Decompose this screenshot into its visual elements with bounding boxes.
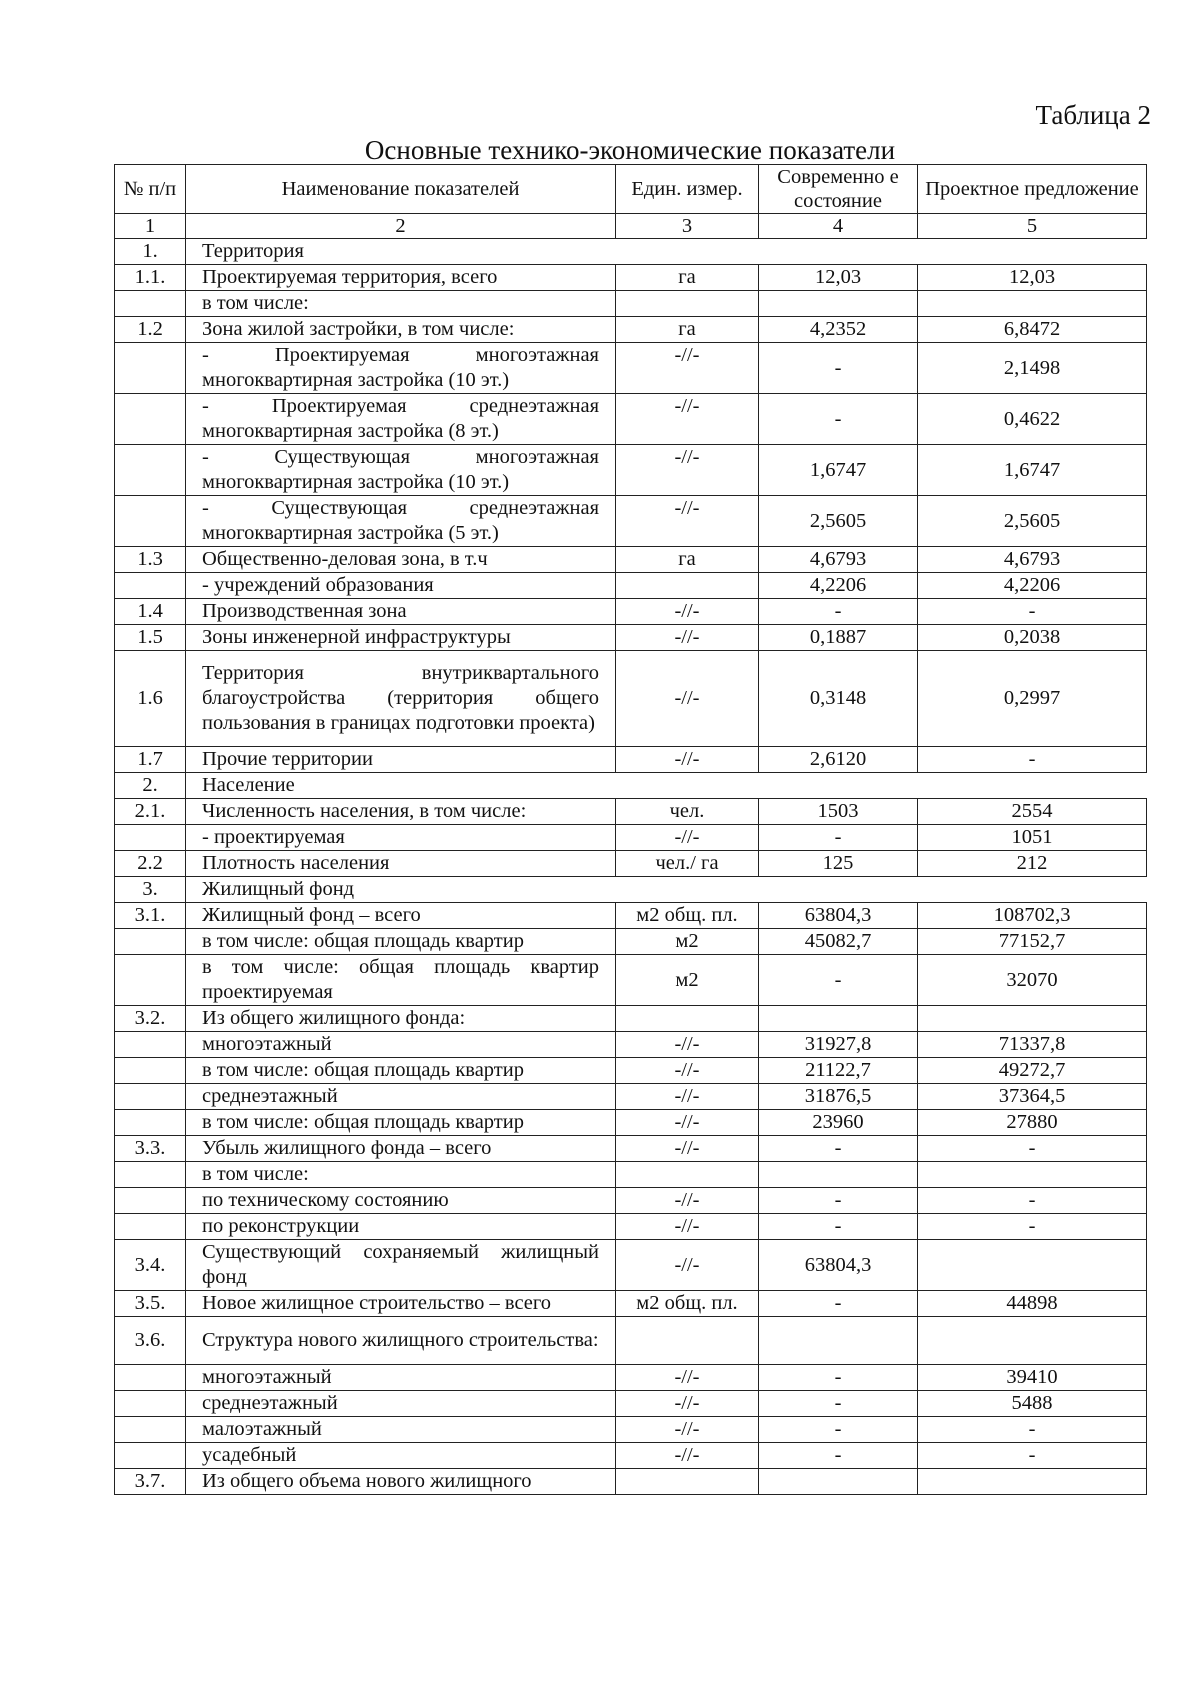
unit-cell xyxy=(616,291,759,317)
current-value: 1503 xyxy=(759,799,918,825)
row-number: 3.5. xyxy=(115,1291,186,1317)
unit-cell: м2 xyxy=(616,955,759,1006)
row-number: 2.1. xyxy=(115,799,186,825)
column-number: 4 xyxy=(759,214,918,239)
proposed-value: 71337,8 xyxy=(918,1032,1147,1058)
section-row xyxy=(115,877,1147,903)
indicator-name: Жилищный фонд – всего xyxy=(186,903,616,929)
table-row xyxy=(115,625,1147,651)
unit-cell xyxy=(616,573,759,599)
unit-cell: га xyxy=(616,547,759,573)
current-value: - xyxy=(759,1291,918,1317)
table-caption: Таблица 2 xyxy=(1035,100,1151,130)
proposed-value: 0,4622 xyxy=(918,394,1147,445)
row-number: 3. xyxy=(115,877,186,903)
proposed-value: 44898 xyxy=(918,1291,1147,1317)
current-value: 0,3148 xyxy=(759,651,918,747)
indicator-name: Убыль жилищного фонда – всего xyxy=(186,1136,616,1162)
unit-cell: -//- xyxy=(616,1058,759,1084)
table-row xyxy=(115,445,1147,496)
row-number: 3.2. xyxy=(115,1006,186,1032)
current-value: - xyxy=(759,1214,918,1240)
current-value: 0,1887 xyxy=(759,625,918,651)
header-number: № п/п xyxy=(115,165,186,214)
proposed-value: 108702,3 xyxy=(918,903,1147,929)
unit-cell: -//- xyxy=(616,825,759,851)
indicator-name: Из общего объема нового жилищного xyxy=(186,1469,616,1495)
header-name: Наименование показателей xyxy=(186,165,616,214)
indicator-name: Существующий сохраняемый жилищный фонд xyxy=(186,1240,616,1291)
column-number: 3 xyxy=(616,214,759,239)
proposed-value: 49272,7 xyxy=(918,1058,1147,1084)
unit-cell: -//- xyxy=(616,343,759,394)
row-number: 1.1. xyxy=(115,265,186,291)
indicator-name: - Проектируемая многоэтажная многоквартирная застройка (10 эт.) xyxy=(186,343,616,394)
proposed-value: 32070 xyxy=(918,955,1147,1006)
proposed-value: - xyxy=(918,1136,1147,1162)
table-row xyxy=(115,1162,1147,1188)
unit-cell: -//- xyxy=(616,599,759,625)
current-value: - xyxy=(759,1188,918,1214)
row-number: 3.3. xyxy=(115,1136,186,1162)
current-value xyxy=(759,1162,918,1188)
current-value: 63804,3 xyxy=(759,903,918,929)
row-number xyxy=(115,1391,186,1417)
row-number xyxy=(115,1365,186,1391)
row-number xyxy=(115,1110,186,1136)
table-row xyxy=(115,291,1147,317)
current-value xyxy=(759,291,918,317)
row-number xyxy=(115,445,186,496)
current-value: - xyxy=(759,394,918,445)
proposed-value: 39410 xyxy=(918,1365,1147,1391)
indicator-name: - Существующая многоэтажная многоквартирная застройка (10 эт.) xyxy=(186,445,616,496)
table-row xyxy=(115,1291,1147,1317)
proposed-value: 2554 xyxy=(918,799,1147,825)
unit-cell xyxy=(616,1317,759,1365)
current-value: - xyxy=(759,343,918,394)
unit-cell xyxy=(616,1162,759,1188)
row-number xyxy=(115,825,186,851)
unit-cell: -//- xyxy=(616,651,759,747)
table-row xyxy=(115,651,1147,747)
table-row xyxy=(115,747,1147,773)
table-row xyxy=(115,825,1147,851)
current-value: 2,5605 xyxy=(759,496,918,547)
current-value: - xyxy=(759,1391,918,1417)
current-value: 2,6120 xyxy=(759,747,918,773)
row-number xyxy=(115,1084,186,1110)
unit-cell: м2 общ. пл. xyxy=(616,1291,759,1317)
unit-cell: -//- xyxy=(616,496,759,547)
row-number xyxy=(115,343,186,394)
unit-cell: -//- xyxy=(616,1240,759,1291)
indicator-name: Территория внутриквартального благоустройства (территория общего пользования в границах подготовки проекта) xyxy=(186,651,616,747)
indicator-name: - Проектируемая среднеэтажная многоквартирная застройка (8 эт.) xyxy=(186,394,616,445)
proposed-value: 77152,7 xyxy=(918,929,1147,955)
table-row xyxy=(115,343,1147,394)
proposed-value: 6,8472 xyxy=(918,317,1147,343)
indicator-name: Зоны инженерной инфраструктуры xyxy=(186,625,616,651)
table-header-row xyxy=(115,165,1147,214)
unit-cell: -//- xyxy=(616,1214,759,1240)
row-number xyxy=(115,394,186,445)
section-title: Жилищный фонд xyxy=(186,877,1147,903)
table-row xyxy=(115,265,1147,291)
table-row xyxy=(115,317,1147,343)
table-row xyxy=(115,955,1147,1006)
table-row xyxy=(115,496,1147,547)
proposed-value: 2,1498 xyxy=(918,343,1147,394)
row-number: 3.1. xyxy=(115,903,186,929)
table-row xyxy=(115,1240,1147,1291)
current-value: 4,6793 xyxy=(759,547,918,573)
proposed-value: - xyxy=(918,1417,1147,1443)
row-number: 1.4 xyxy=(115,599,186,625)
document-title: Основные технико-экономические показатели xyxy=(364,135,896,165)
indicator-name: малоэтажный xyxy=(186,1417,616,1443)
indicator-name: по реконструкции xyxy=(186,1214,616,1240)
indicator-name: Плотность населения xyxy=(186,851,616,877)
table-row xyxy=(115,599,1147,625)
proposed-value: 37364,5 xyxy=(918,1084,1147,1110)
section-title: Территория xyxy=(186,239,1147,265)
column-number: 1 xyxy=(115,214,186,239)
indicator-name: в том числе: xyxy=(186,291,616,317)
indicator-name: среднеэтажный xyxy=(186,1084,616,1110)
unit-cell: -//- xyxy=(616,1188,759,1214)
current-value: 63804,3 xyxy=(759,1240,918,1291)
indicator-name: в том числе: xyxy=(186,1162,616,1188)
row-number xyxy=(115,1162,186,1188)
current-value: 4,2206 xyxy=(759,573,918,599)
indicator-name: Структура нового жилищного строительства: xyxy=(186,1317,616,1365)
unit-cell: га xyxy=(616,265,759,291)
unit-cell: -//- xyxy=(616,394,759,445)
row-number: 2. xyxy=(115,773,186,799)
unit-cell: -//- xyxy=(616,1365,759,1391)
unit-cell: -//- xyxy=(616,445,759,496)
row-number: 3.4. xyxy=(115,1240,186,1291)
header-unit: Един. измер. xyxy=(616,165,759,214)
proposed-value xyxy=(918,291,1147,317)
current-value: 12,03 xyxy=(759,265,918,291)
unit-cell: га xyxy=(616,317,759,343)
indicator-name: Прочие территории xyxy=(186,747,616,773)
proposed-value: 5488 xyxy=(918,1391,1147,1417)
row-number: 1.7 xyxy=(115,747,186,773)
row-number: 1.5 xyxy=(115,625,186,651)
unit-cell: -//- xyxy=(616,1084,759,1110)
row-number xyxy=(115,929,186,955)
current-value: - xyxy=(759,1136,918,1162)
table-row xyxy=(115,547,1147,573)
unit-cell: -//- xyxy=(616,1136,759,1162)
table-row xyxy=(115,1391,1147,1417)
table-row xyxy=(115,1136,1147,1162)
row-number: 3.7. xyxy=(115,1469,186,1495)
indicator-name: Новое жилищное строительство – всего xyxy=(186,1291,616,1317)
table-row xyxy=(115,1443,1147,1469)
row-number xyxy=(115,955,186,1006)
row-number: 2.2 xyxy=(115,851,186,877)
proposed-value: 0,2038 xyxy=(918,625,1147,651)
row-number xyxy=(115,1417,186,1443)
row-number: 1. xyxy=(115,239,186,265)
section-row xyxy=(115,773,1147,799)
current-value: - xyxy=(759,599,918,625)
row-number: 3.6. xyxy=(115,1317,186,1365)
table-row xyxy=(115,1084,1147,1110)
indicator-name: в том числе: общая площадь квартир xyxy=(186,929,616,955)
proposed-value: 212 xyxy=(918,851,1147,877)
table-row xyxy=(115,851,1147,877)
indicator-name: - проектируемая xyxy=(186,825,616,851)
indicator-name: Проектируемая территория, всего xyxy=(186,265,616,291)
proposed-value: - xyxy=(918,1214,1147,1240)
proposed-value xyxy=(918,1469,1147,1495)
indicator-name: Из общего жилищного фонда: xyxy=(186,1006,616,1032)
indicator-name: в том числе: общая площадь квартир xyxy=(186,1110,616,1136)
proposed-value xyxy=(918,1240,1147,1291)
unit-cell xyxy=(616,1469,759,1495)
unit-cell: -//- xyxy=(616,1417,759,1443)
proposed-value: 1051 xyxy=(918,825,1147,851)
row-number: 1.6 xyxy=(115,651,186,747)
unit-cell: -//- xyxy=(616,1110,759,1136)
proposed-value xyxy=(918,1006,1147,1032)
indicator-name: среднеэтажный xyxy=(186,1391,616,1417)
indicators-table xyxy=(114,164,1147,1495)
proposed-value: 2,5605 xyxy=(918,496,1147,547)
unit-cell: -//- xyxy=(616,1032,759,1058)
table-row xyxy=(115,1214,1147,1240)
header-current: Современно е состояние xyxy=(759,165,918,214)
proposed-value: 4,6793 xyxy=(918,547,1147,573)
indicator-name: многоэтажный xyxy=(186,1032,616,1058)
row-number xyxy=(115,1214,186,1240)
table-row xyxy=(115,1110,1147,1136)
proposed-value xyxy=(918,1317,1147,1365)
current-value: - xyxy=(759,825,918,851)
indicator-name: усадебный xyxy=(186,1443,616,1469)
unit-cell: чел. xyxy=(616,799,759,825)
row-number: 1.2 xyxy=(115,317,186,343)
indicator-name: Численность населения, в том числе: xyxy=(186,799,616,825)
proposed-value xyxy=(918,1162,1147,1188)
current-value: 31876,5 xyxy=(759,1084,918,1110)
unit-cell: чел./ га xyxy=(616,851,759,877)
row-number xyxy=(115,1188,186,1214)
row-number xyxy=(115,1443,186,1469)
unit-cell: м2 общ. пл. xyxy=(616,903,759,929)
proposed-value: - xyxy=(918,1443,1147,1469)
unit-cell: -//- xyxy=(616,1443,759,1469)
table-row xyxy=(115,929,1147,955)
table-body xyxy=(115,239,1147,1495)
unit-cell: -//- xyxy=(616,1391,759,1417)
proposed-value: - xyxy=(918,747,1147,773)
current-value: - xyxy=(759,955,918,1006)
section-title: Население xyxy=(186,773,1147,799)
table-row xyxy=(115,1188,1147,1214)
proposed-value: 27880 xyxy=(918,1110,1147,1136)
table-row xyxy=(115,903,1147,929)
current-value: 4,2352 xyxy=(759,317,918,343)
table-row xyxy=(115,573,1147,599)
current-value: 23960 xyxy=(759,1110,918,1136)
table-row xyxy=(115,799,1147,825)
proposed-value: - xyxy=(918,599,1147,625)
current-value: 21122,7 xyxy=(759,1058,918,1084)
column-number: 2 xyxy=(186,214,616,239)
section-row xyxy=(115,239,1147,265)
proposed-value: 12,03 xyxy=(918,265,1147,291)
indicator-name: в том числе: общая площадь квартир проектируемая xyxy=(186,955,616,1006)
table-row xyxy=(115,1469,1147,1495)
current-value: 45082,7 xyxy=(759,929,918,955)
indicator-name: - учреждений образования xyxy=(186,573,616,599)
current-value xyxy=(759,1469,918,1495)
indicator-name: Производственная зона xyxy=(186,599,616,625)
header-proposed: Проектное предложение xyxy=(918,165,1147,214)
row-number: 1.3 xyxy=(115,547,186,573)
current-value xyxy=(759,1006,918,1032)
indicator-name: - Существующая среднеэтажная многоквартирная застройка (5 эт.) xyxy=(186,496,616,547)
table-row xyxy=(115,1365,1147,1391)
indicator-name: Общественно-деловая зона, в т.ч xyxy=(186,547,616,573)
row-number xyxy=(115,573,186,599)
unit-cell: -//- xyxy=(616,747,759,773)
current-value: 125 xyxy=(759,851,918,877)
indicator-name: по техническому состоянию xyxy=(186,1188,616,1214)
current-value: 1,6747 xyxy=(759,445,918,496)
table-row xyxy=(115,1032,1147,1058)
row-number xyxy=(115,496,186,547)
row-number xyxy=(115,1032,186,1058)
indicator-name: Зона жилой застройки, в том числе: xyxy=(186,317,616,343)
current-value xyxy=(759,1317,918,1365)
proposed-value: 0,2997 xyxy=(918,651,1147,747)
unit-cell: м2 xyxy=(616,929,759,955)
table-row xyxy=(115,1058,1147,1084)
row-number xyxy=(115,1058,186,1084)
proposed-value: 4,2206 xyxy=(918,573,1147,599)
table-row xyxy=(115,1006,1147,1032)
indicator-name: в том числе: общая площадь квартир xyxy=(186,1058,616,1084)
indicator-name: многоэтажный xyxy=(186,1365,616,1391)
unit-cell: -//- xyxy=(616,625,759,651)
current-value: - xyxy=(759,1443,918,1469)
row-number xyxy=(115,291,186,317)
proposed-value: - xyxy=(918,1188,1147,1214)
table-row xyxy=(115,1317,1147,1365)
proposed-value: 1,6747 xyxy=(918,445,1147,496)
unit-cell xyxy=(616,1006,759,1032)
current-value: - xyxy=(759,1365,918,1391)
table-row xyxy=(115,1417,1147,1443)
column-numbers-row xyxy=(115,214,1147,239)
current-value: 31927,8 xyxy=(759,1032,918,1058)
current-value: - xyxy=(759,1417,918,1443)
table-row xyxy=(115,394,1147,445)
column-number: 5 xyxy=(918,214,1147,239)
